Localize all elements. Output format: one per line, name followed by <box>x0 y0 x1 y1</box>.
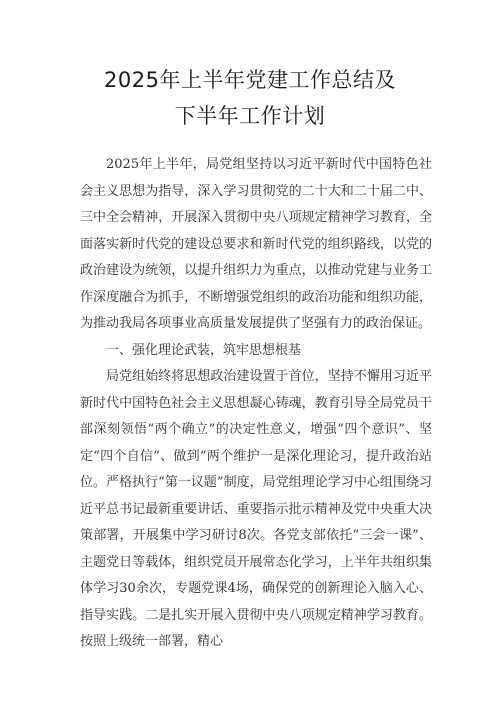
title-line-2: 下半年工作计划 <box>174 104 326 128</box>
intro-paragraph: 2025年上半年，局党组坚持以习近平新时代中国特色社会主义思想为指导，深入学习贯彻党的二十大和二十届二中、三中全会精神，开展深入贯彻中央八项规定精神学习教育，全面落实新时代党的建设总要求和新时代党的组织路线，以党的政治建设为统领，以提升组织力为重点，以推动党建与业务工作深度融合为抓手，不断增强党组织的政治功能和组织功能，为推动我局各项事业高质量发展提供了坚强有力的政治保证。 <box>80 157 432 331</box>
title-line-1: 2025年上半年党建工作总结及 <box>104 68 396 92</box>
document-body <box>80 152 432 656</box>
document-title <box>0 62 500 134</box>
section-1-paragraph: 局党组始终将思想政治建设置于首位，坚持不懈用习近平新时代中国特色社会主义思想凝心铸魂，教育引导全局党员干部深刻领悟“两个确立”的决定性意义，增强“四个意识”、坚定“四个自信”、做到“两个维护一是深化理论习，提升政治站位。严格执行“第一议题”制度，局党组理论学习中心组围绕习近平总书记最新重要讲话、重要指示批示精神及党中央重大决策部署，开展集中学习研讨8次。各党支部依托“三会一课”、主题党日等载体，组织党员开展常态化学习，上半年共组织集体学习30余次，专题党课4场，确保党的创新理论入脑入心、指导实践。二是扎实开展入贯彻中央八项规定精神学习教育。按照上级统一部署，精心 <box>80 369 432 649</box>
section-1-heading: 一、强化理论武装，筑牢思想根基 <box>106 342 302 358</box>
